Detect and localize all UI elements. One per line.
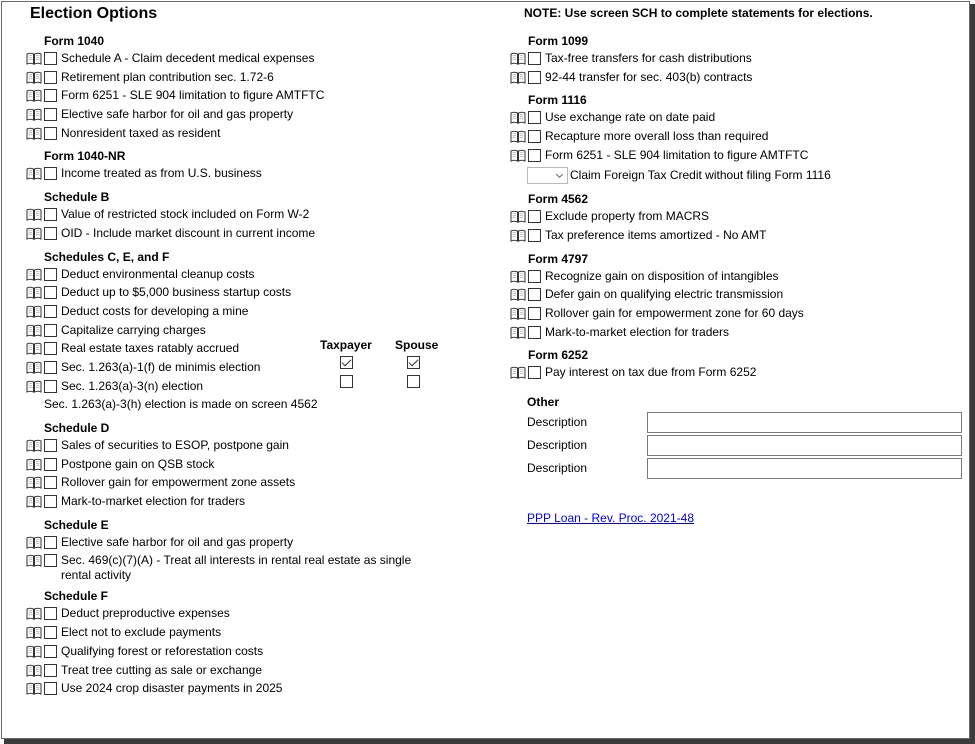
form4562-checkbox[interactable] bbox=[528, 229, 541, 242]
book-icon[interactable] bbox=[510, 111, 526, 124]
schedule-e-label-text: Sec. 469(c)(7)(A) - Treat all interests in rental real estate as single bbox=[61, 553, 412, 568]
form1040nr-row bbox=[26, 165, 496, 184]
schedule-b-label bbox=[61, 225, 315, 241]
form4797-title: Form 4797 bbox=[528, 251, 589, 266]
form1116-checkbox[interactable] bbox=[528, 111, 541, 124]
schedule-b-checkbox[interactable] bbox=[44, 208, 57, 221]
book-icon[interactable] bbox=[26, 458, 42, 471]
form1116-row bbox=[510, 128, 970, 147]
form4797-label bbox=[545, 324, 729, 340]
other-description-row bbox=[527, 434, 970, 457]
schedules-cef-checkbox[interactable] bbox=[44, 342, 57, 355]
ppp-loan-link[interactable]: PPP Loan - Rev. Proc. 2021-48 bbox=[527, 510, 694, 525]
book-icon[interactable] bbox=[26, 664, 42, 677]
form1040-checkbox[interactable] bbox=[44, 89, 57, 102]
schedule-d-checkbox[interactable] bbox=[44, 495, 57, 508]
form1040-title: Form 1040 bbox=[44, 34, 105, 48]
form1040nr-label-text: Income treated as from U.S. business bbox=[61, 166, 262, 181]
book-icon[interactable] bbox=[26, 89, 42, 102]
form1099-label-text: Tax-free transfers for cash distributions bbox=[545, 51, 752, 65]
form4797-label-text: Defer gain on qualifying electric transmission bbox=[545, 287, 784, 302]
schedules-cef-row bbox=[26, 284, 496, 303]
schedule-d-checkbox[interactable] bbox=[44, 439, 57, 452]
book-icon[interactable] bbox=[26, 52, 42, 65]
book-icon[interactable] bbox=[510, 288, 526, 301]
form1116-title: Form 1116 bbox=[528, 93, 587, 108]
sch-note: NOTE: Use screen SCH to complete statements for elections. bbox=[524, 6, 873, 20]
taxpayer-header: Taxpayer bbox=[320, 338, 372, 352]
schedule-e-title: Schedule E bbox=[44, 517, 109, 532]
form1040-label-text: Nonresident taxed as resident bbox=[61, 125, 221, 140]
book-icon[interactable] bbox=[26, 554, 42, 567]
book-icon[interactable] bbox=[26, 227, 42, 240]
form4797-checkbox[interactable] bbox=[528, 270, 541, 283]
form4797-row bbox=[510, 268, 970, 287]
book-icon[interactable] bbox=[26, 682, 42, 695]
schedules-cef-label-text: Sec. 1.263(a)-1(f) de minimis election bbox=[61, 359, 261, 374]
right-column bbox=[510, 32, 970, 525]
form4562-row bbox=[510, 227, 970, 246]
schedules-cef-label bbox=[61, 340, 239, 356]
description-label: Description bbox=[527, 438, 588, 453]
schedules-cef-label bbox=[61, 359, 260, 375]
form1040nr-label bbox=[61, 165, 262, 181]
form1099-label bbox=[545, 69, 752, 85]
schedule-f-label bbox=[61, 643, 263, 659]
schedule-f-checkbox[interactable] bbox=[44, 664, 57, 677]
form4562-label-text: Exclude property from MACRS bbox=[545, 209, 710, 224]
schedule-d-label-text: Rollover gain for empowerment zone assets bbox=[61, 475, 296, 490]
form1116-label bbox=[545, 147, 808, 163]
schedule-d-title: Schedule D bbox=[44, 421, 110, 435]
schedules-cef-label bbox=[61, 322, 206, 338]
schedule-f-checkbox[interactable] bbox=[44, 682, 57, 695]
schedule-f-label bbox=[61, 605, 230, 621]
schedule-b-row bbox=[26, 206, 496, 225]
book-icon[interactable] bbox=[510, 270, 526, 283]
form1116-row bbox=[510, 147, 970, 166]
form4797-label-text: Recognize gain on disposition of intangibles bbox=[545, 268, 779, 283]
form1116-label-text: Form 6251 - SLE 904 limitation to figure AMTFTC bbox=[545, 147, 809, 162]
other-description-row bbox=[527, 457, 970, 480]
form4797-label bbox=[545, 286, 783, 302]
book-icon[interactable] bbox=[510, 149, 526, 162]
form4562-label bbox=[545, 227, 766, 243]
schedules-cef-label-text: Deduct costs for developing a mine bbox=[61, 303, 249, 318]
book-icon[interactable] bbox=[26, 324, 42, 337]
form1040-label bbox=[61, 106, 293, 122]
book-icon[interactable] bbox=[26, 342, 42, 355]
book-icon[interactable] bbox=[510, 326, 526, 339]
schedule-d-row bbox=[26, 437, 496, 456]
description-input[interactable] bbox=[647, 412, 962, 433]
description-label: Description bbox=[527, 415, 588, 430]
form1040nr-checkbox[interactable] bbox=[44, 167, 57, 180]
spouse-header: Spouse bbox=[395, 338, 439, 352]
schedule-e-row bbox=[26, 552, 496, 583]
form4797-label bbox=[545, 268, 779, 284]
schedule-e-label bbox=[61, 534, 293, 550]
form1040-label bbox=[61, 69, 274, 85]
schedule-f-label bbox=[61, 680, 282, 696]
schedule-f-checkbox[interactable] bbox=[44, 645, 57, 658]
form1116-checkbox[interactable] bbox=[528, 149, 541, 162]
book-icon[interactable] bbox=[26, 536, 42, 549]
form1099-row bbox=[510, 69, 970, 88]
book-icon[interactable] bbox=[26, 476, 42, 489]
form1099-label bbox=[545, 50, 752, 66]
form1040-row bbox=[26, 106, 496, 125]
book-icon[interactable] bbox=[510, 71, 526, 84]
schedules-cef-label-text: Real estate taxes ratably accrued bbox=[61, 341, 240, 356]
book-icon[interactable] bbox=[26, 439, 42, 452]
form4797-row bbox=[510, 286, 970, 305]
form6252-row bbox=[510, 364, 970, 383]
ppp-loan-link-row bbox=[510, 511, 970, 525]
book-icon[interactable] bbox=[26, 108, 42, 121]
form6252-checkbox[interactable] bbox=[528, 366, 541, 379]
schedule-e-label-text-2: rental activity bbox=[61, 568, 132, 583]
form4797-row bbox=[510, 324, 970, 343]
schedule-f-checkbox[interactable] bbox=[44, 626, 57, 639]
form1040-label bbox=[61, 50, 314, 66]
book-icon[interactable] bbox=[26, 645, 42, 658]
form1040-checkbox[interactable] bbox=[44, 71, 57, 84]
book-icon[interactable] bbox=[26, 286, 42, 299]
schedules-cef-row bbox=[26, 266, 496, 285]
schedule-f-row bbox=[26, 605, 496, 624]
schedules-cef-label bbox=[61, 378, 203, 394]
schedules-cef-label-text: Deduct up to $5,000 business startup costs bbox=[61, 285, 292, 300]
schedule-f-label-text: Deduct preproductive expenses bbox=[61, 606, 230, 621]
form1099-checkbox[interactable] bbox=[528, 71, 541, 84]
schedule-f-row bbox=[26, 624, 496, 643]
schedule-e-checkbox[interactable] bbox=[44, 536, 57, 549]
schedule-b-label bbox=[61, 206, 309, 222]
schedules-cef-checkbox[interactable] bbox=[44, 305, 57, 318]
book-icon[interactable] bbox=[510, 307, 526, 320]
schedule-e-label bbox=[61, 552, 411, 583]
schedule-d-label-text: Sales of securities to ESOP, postpone gain bbox=[61, 438, 289, 452]
book-icon[interactable] bbox=[510, 210, 526, 223]
schedule-e-row bbox=[26, 534, 496, 553]
sec263h-note: Sec. 1.263(a)-3(h) election is made on screen 4562 bbox=[44, 397, 318, 412]
window-shadow-right bbox=[970, 4, 975, 744]
schedules-cef-row bbox=[26, 359, 496, 378]
form4797-row bbox=[510, 305, 970, 324]
schedules-cef-checkbox[interactable] bbox=[44, 324, 57, 337]
schedule-b-checkbox[interactable] bbox=[44, 227, 57, 240]
form1040-checkbox[interactable] bbox=[44, 108, 57, 121]
book-icon[interactable] bbox=[26, 305, 42, 318]
schedules-cef-row bbox=[26, 378, 496, 397]
form1040-label bbox=[61, 125, 220, 141]
form1040-row bbox=[26, 50, 496, 69]
schedule-f-title: Schedule F bbox=[44, 589, 109, 604]
description-label: Description bbox=[527, 461, 588, 476]
form1116-label bbox=[545, 128, 768, 144]
schedule-d-checkbox[interactable] bbox=[44, 476, 57, 489]
book-icon[interactable] bbox=[510, 366, 526, 379]
schedule-e-checkbox[interactable] bbox=[44, 554, 57, 567]
form1040-checkbox[interactable] bbox=[44, 52, 57, 65]
book-icon[interactable] bbox=[26, 208, 42, 221]
book-icon[interactable] bbox=[26, 380, 42, 393]
other-description-row bbox=[527, 411, 970, 434]
schedules-cef-label bbox=[61, 266, 254, 282]
form4562-label bbox=[545, 208, 709, 224]
schedules-cef-checkbox[interactable] bbox=[44, 380, 57, 393]
book-icon[interactable] bbox=[26, 127, 42, 140]
schedules-cef-checkbox[interactable] bbox=[44, 286, 57, 299]
form1040nr-title: Form 1040-NR bbox=[44, 149, 126, 164]
schedule-d-label bbox=[61, 474, 295, 490]
book-icon[interactable] bbox=[26, 607, 42, 620]
book-icon[interactable] bbox=[26, 71, 42, 84]
schedule-f-label bbox=[61, 662, 262, 678]
form4797-checkbox[interactable] bbox=[528, 307, 541, 320]
schedules-cef-label bbox=[61, 303, 248, 319]
form4797-checkbox[interactable] bbox=[528, 288, 541, 301]
schedule-b-row bbox=[26, 225, 496, 244]
schedule-d-row bbox=[26, 493, 496, 512]
schedule-d-row bbox=[26, 474, 496, 493]
form1099-checkbox[interactable] bbox=[528, 52, 541, 65]
form4562-label-text: Tax preference items amortized - No AMT bbox=[545, 227, 767, 242]
form1040-row bbox=[26, 69, 496, 88]
schedule-e-label-text: Elective safe harbor for oil and gas property bbox=[61, 534, 294, 549]
form1116-checkbox[interactable] bbox=[528, 130, 541, 143]
book-icon[interactable] bbox=[26, 626, 42, 639]
deminimis-spouse-checkbox[interactable] bbox=[407, 356, 420, 369]
schedule-d-label-text: Postpone gain on QSB stock bbox=[61, 456, 215, 471]
book-icon[interactable] bbox=[26, 361, 42, 374]
left-column bbox=[26, 32, 496, 699]
book-icon[interactable] bbox=[26, 268, 42, 281]
sec263n-spouse-checkbox[interactable] bbox=[407, 375, 420, 388]
form1099-title: Form 1099 bbox=[528, 34, 589, 48]
form1116-label-text: Use exchange rate on date paid bbox=[545, 110, 716, 125]
foreign-tax-credit-dropdown[interactable] bbox=[527, 167, 568, 184]
schedule-f-label-text: Elect not to exclude payments bbox=[61, 625, 222, 640]
schedules-cef-label-text: Capitalize carrying charges bbox=[61, 322, 206, 337]
schedule-d-checkbox[interactable] bbox=[44, 458, 57, 471]
form1116-row bbox=[510, 109, 970, 128]
schedules-cef-label bbox=[61, 284, 291, 300]
deminimis-taxpayer-checkbox[interactable] bbox=[340, 356, 353, 369]
schedule-d-row bbox=[26, 456, 496, 475]
schedule-d-label bbox=[61, 456, 214, 472]
foreign-tax-credit-label: Claim Foreign Tax Credit without filing Form 1116 bbox=[570, 168, 831, 183]
schedules-cef-title: Schedules C, E, and F bbox=[44, 249, 170, 264]
form4797-label bbox=[545, 305, 804, 321]
form1040-label bbox=[61, 87, 324, 103]
schedule-b-title: Schedule B bbox=[44, 190, 110, 205]
form1040-label-text: Elective safe harbor for oil and gas property bbox=[61, 107, 294, 122]
schedule-d-label bbox=[61, 437, 289, 453]
form1040-checkbox[interactable] bbox=[44, 127, 57, 140]
schedule-d-label bbox=[61, 493, 245, 509]
schedule-f-row bbox=[26, 680, 496, 699]
foreign-tax-credit-row bbox=[510, 167, 970, 186]
book-icon[interactable] bbox=[510, 229, 526, 242]
schedules-cef-checkbox[interactable] bbox=[44, 361, 57, 374]
description-input[interactable] bbox=[647, 458, 962, 479]
schedule-f-row bbox=[26, 643, 496, 662]
form1099-label-text: 92-44 transfer for sec. 403(b) contracts bbox=[545, 69, 753, 84]
form1116-label bbox=[545, 109, 715, 125]
book-icon[interactable] bbox=[510, 130, 526, 143]
form1040-label-text: Schedule A - Claim decedent medical expenses bbox=[61, 51, 315, 65]
description-input[interactable] bbox=[647, 435, 962, 456]
schedule-b-label-text: OID - Include market discount in current income bbox=[61, 225, 316, 240]
form4797-checkbox[interactable] bbox=[528, 326, 541, 339]
sec263n-taxpayer-checkbox[interactable] bbox=[340, 375, 353, 388]
form6252-label-text: Pay interest on tax due from Form 6252 bbox=[545, 365, 757, 380]
schedule-f-label-text: Use 2024 crop disaster payments in 2025 bbox=[61, 681, 283, 696]
schedule-b-label-text: Value of restricted stock included on Form W-2 bbox=[61, 207, 310, 222]
schedule-f-checkbox[interactable] bbox=[44, 607, 57, 620]
form6252-label bbox=[545, 364, 756, 380]
form1116-label-text: Recapture more overall loss than required bbox=[545, 129, 769, 144]
schedules-cef-checkbox[interactable] bbox=[44, 268, 57, 281]
window-shadow-bottom bbox=[4, 739, 975, 744]
page-title: Election Options bbox=[30, 5, 158, 22]
other-title: Other bbox=[527, 394, 560, 409]
schedule-d-label-text: Mark-to-market election for traders bbox=[61, 494, 246, 509]
form4562-title: Form 4562 bbox=[528, 192, 589, 207]
form4562-checkbox[interactable] bbox=[528, 210, 541, 223]
schedules-cef-row bbox=[26, 303, 496, 322]
form1099-row bbox=[510, 50, 970, 69]
form4797-label-text: Rollover gain for empowerment zone for 60 days bbox=[545, 305, 804, 320]
schedule-f-label bbox=[61, 624, 221, 640]
form4562-row bbox=[510, 208, 970, 227]
form1040-label-text: Form 6251 - SLE 904 limitation to figure AMTFTC bbox=[61, 88, 325, 103]
book-icon[interactable] bbox=[26, 495, 42, 508]
schedules-cef-label-text: Sec. 1.263(a)-3(n) election bbox=[61, 378, 204, 393]
form1040-row bbox=[26, 125, 496, 144]
form1040-label-text: Retirement plan contribution sec. 1.72-6 bbox=[61, 69, 274, 84]
schedule-f-row bbox=[26, 662, 496, 681]
form1040-row bbox=[26, 87, 496, 106]
form6252-title: Form 6252 bbox=[528, 348, 589, 363]
book-icon[interactable] bbox=[26, 167, 42, 180]
schedule-f-label-text: Qualifying forest or reforestation costs bbox=[61, 643, 264, 658]
schedule-f-label-text: Treat tree cutting as sale or exchange bbox=[61, 662, 262, 677]
form4797-label-text: Mark-to-market election for traders bbox=[545, 324, 730, 339]
book-icon[interactable] bbox=[510, 52, 526, 65]
schedules-cef-label-text: Deduct environmental cleanup costs bbox=[61, 266, 255, 281]
